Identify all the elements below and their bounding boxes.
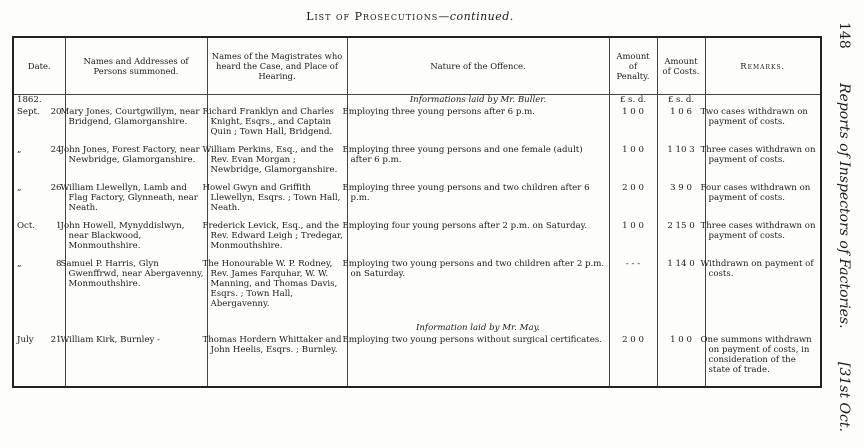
penalty-cell: 1 0 0	[609, 145, 657, 183]
magistrates-cell: The Honourable W. P. Rodney, Rev. James Farquhar, W. W. Manning, and Thomas Davis, Esqrs. ; Town Hall, Abergavenny.	[207, 259, 347, 323]
date-cell: July 21	[13, 335, 65, 386]
costs-cell: 1 14 0	[657, 259, 705, 323]
table-filler-row	[13, 386, 821, 387]
magistrates-cell: Howel Gwyn and Griffith Llewellyn, Esqrs. ; Town Hall, Neath.	[207, 183, 347, 221]
col-header-date: Date.	[13, 37, 65, 95]
header-title-dash: —	[438, 10, 450, 23]
page-header-title	[0, 10, 820, 23]
offence-cell: Employing three young persons and two children after 6 p.m.	[347, 183, 609, 221]
table-row	[13, 145, 821, 183]
magistrates-cell: Thomas Hordern Whittaker and John Heelis, Esqrs. ; Burnley.	[207, 335, 347, 386]
person-cell: Samuel P. Harris, Glyn Gwenffrwd, near Abergavenny, Monmouthshire.	[65, 259, 207, 323]
page-number: 148	[836, 22, 852, 49]
col-header-remarks: Remarks.	[705, 37, 821, 95]
header-title-main: List of Prosecutions	[306, 10, 439, 23]
penalty-cell: 2 0 0	[609, 335, 657, 386]
col-header-penalty: Amount of Penalty.	[609, 37, 657, 95]
penalty-cell: 1 0 0	[609, 107, 657, 145]
year-label: 1862.	[17, 95, 42, 105]
col-header-costs: Amount of Costs.	[657, 37, 705, 95]
section-heading-may: Information laid by Mr. May.	[347, 323, 609, 335]
person-cell: John Howell, Mynyddislwyn, near Blackwood, Monmouthshire.	[65, 221, 207, 259]
costs-cell: 1 0 6	[657, 107, 705, 145]
costs-cell: 1 10 3	[657, 145, 705, 183]
col-header-magistrates: Names of the Magistrates who heard the Case, and Place of Hearing.	[207, 37, 347, 95]
penalty-cell: - - -	[609, 259, 657, 323]
penalty-cell: 2 0 0	[609, 183, 657, 221]
remarks-cell: Three cases withdrawn on payment of costs.	[705, 221, 821, 259]
side-running-header	[833, 22, 855, 432]
person-cell: John Jones, Forest Factory, near Newbridge, Glamorganshire.	[65, 145, 207, 183]
offence-cell: Employing three young persons and one female (adult) after 6 p.m.	[347, 145, 609, 183]
table-row	[13, 107, 821, 145]
remarks-cell: Four cases withdrawn on payment of costs.	[705, 183, 821, 221]
remarks-cell: One summons withdrawn on payment of costs, in consideration of the state of trade.	[705, 335, 821, 386]
date-cell: „ 24	[13, 145, 65, 183]
col-header-names: Names and Addresses of Persons summoned.	[65, 37, 207, 95]
col-header-offence: Nature of the Offence.	[347, 37, 609, 95]
date-cell: „ 26	[13, 183, 65, 221]
header-title-continued: continued.	[449, 10, 514, 23]
prosecutions-table	[12, 36, 822, 388]
section-row-buller	[13, 95, 821, 108]
penalty-cell: 1 0 0	[609, 221, 657, 259]
table-row	[13, 183, 821, 221]
date-cell: „ 8	[13, 259, 65, 323]
offence-cell: Employing two young persons and two children after 2 p.m. on Saturday.	[347, 259, 609, 323]
costs-cell: 2 15 0	[657, 221, 705, 259]
table-row	[13, 259, 821, 323]
offence-cell: Employing three young persons after 6 p.m.	[347, 107, 609, 145]
magistrates-cell: Richard Franklyn and Charles Knight, Esqrs., and Captain Quin ; Town Hall, Bridgend.	[207, 107, 347, 145]
offence-cell: Employing two young persons without surgical certificates.	[347, 335, 609, 386]
person-cell: William Llewellyn, Lamb and Flag Factory, Glynneath, near Neath.	[65, 183, 207, 221]
remarks-cell: Three cases withdrawn on payment of costs.	[705, 145, 821, 183]
table-row	[13, 335, 821, 386]
section-heading-buller: Informations laid by Mr. Buller.	[347, 95, 609, 108]
penalty-units: £ s. d.	[609, 95, 657, 108]
costs-units: £ s. d.	[657, 95, 705, 108]
magistrates-cell: William Perkins, Esq., and the Rev. Evan Morgan ; Newbridge, Glamorganshire.	[207, 145, 347, 183]
year-cell	[13, 95, 65, 108]
table-header-row	[13, 37, 821, 95]
remarks-cell: Two cases withdrawn on payment of costs.	[705, 107, 821, 145]
table-row	[13, 221, 821, 259]
date-cell: Sept. 20	[13, 107, 65, 145]
journal-title: Reports of Inspectors of Factories.	[836, 82, 852, 329]
remarks-cell: Withdrawn on payment of costs.	[705, 259, 821, 323]
date-cell: Oct. 1	[13, 221, 65, 259]
person-cell: Mary Jones, Courtgwillym, near Bridgend, Glamorganshire.	[65, 107, 207, 145]
costs-cell: 1 0 0	[657, 335, 705, 386]
section-row-may	[13, 323, 821, 335]
magistrates-cell: Frederick Levick, Esq., and the Rev. Edward Leigh ; Tredegar, Monmouthshire.	[207, 221, 347, 259]
person-cell: William Kirk, Burnley -	[65, 335, 207, 386]
offence-cell: Employing four young persons after 2 p.m. on Saturday.	[347, 221, 609, 259]
journal-date: [31st Oct.	[836, 362, 852, 432]
costs-cell: 3 9 0	[657, 183, 705, 221]
